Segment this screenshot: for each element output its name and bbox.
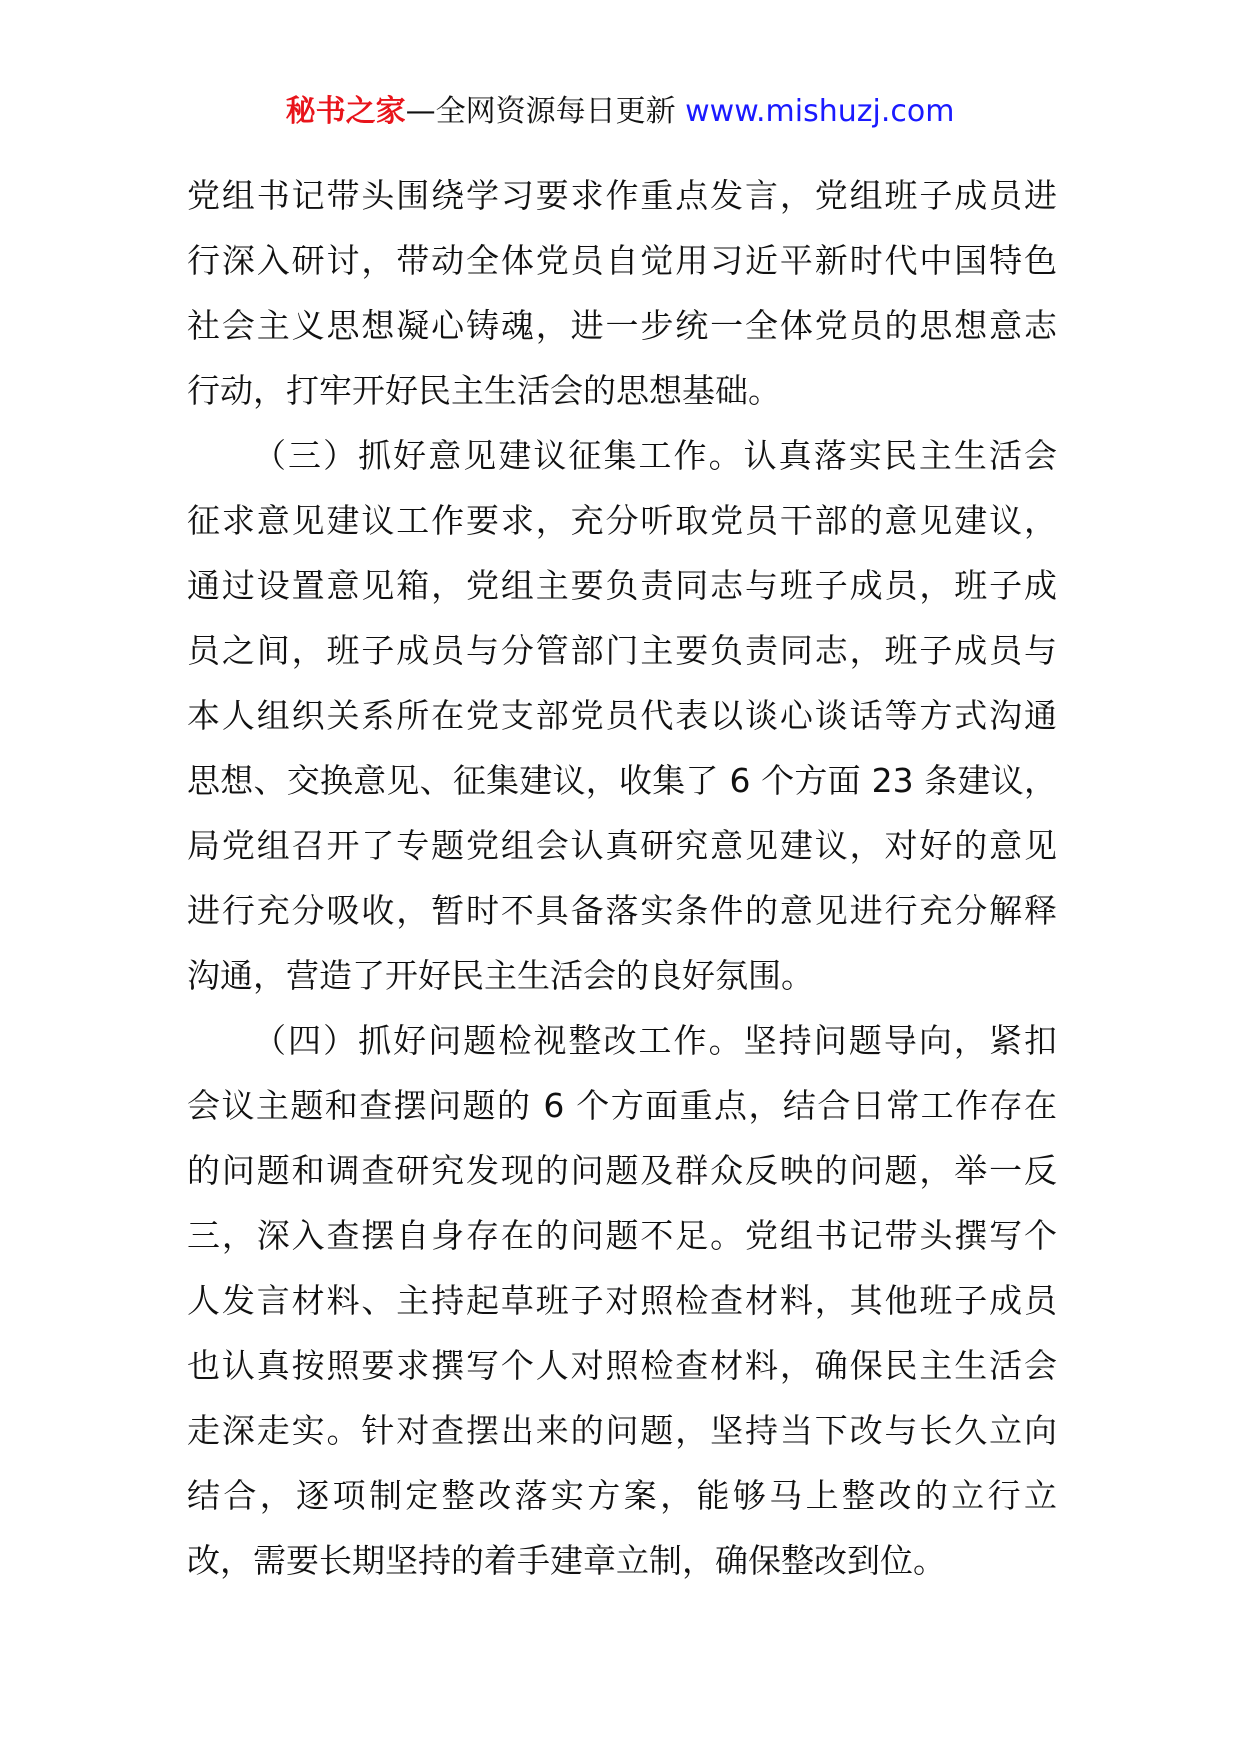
text-line: 本人组织关系所在党支部党员代表以谈心谈话等方式沟通 bbox=[187, 696, 1057, 735]
text-line: 进行充分吸收，暂时不具备落实条件的意见进行充分解释 bbox=[187, 891, 1057, 930]
text-line: 思想、交换意见、征集建议，收集了 6 个方面 23 条建议， bbox=[187, 761, 1057, 800]
text-line: 会议主题和查摆问题的 6 个方面重点，结合日常工作存在 bbox=[187, 1086, 1057, 1125]
text-line: 党组书记带头围绕学习要求作重点发言，党组班子成员进 bbox=[187, 176, 1057, 215]
text-line: 也认真按照要求撰写个人对照检查材料，确保民主生活会 bbox=[187, 1346, 1057, 1385]
text-line: （四）抓好问题检视整改工作。坚持问题导向，紧扣 bbox=[253, 1021, 1057, 1060]
text-line: 走深走实。针对查摆出来的问题，坚持当下改与长久立向 bbox=[187, 1411, 1057, 1450]
paragraph bbox=[187, 163, 1057, 423]
text-line: 局党组召开了专题党组会认真研究意见建议，对好的意见 bbox=[187, 826, 1057, 865]
text-line: 结合，逐项制定整改落实方案，能够马上整改的立行立 bbox=[187, 1476, 1057, 1515]
site-url-link[interactable]: www.mishuzj.com bbox=[685, 94, 955, 129]
paragraph bbox=[187, 423, 1057, 1008]
document-body bbox=[187, 163, 1057, 1593]
paragraph bbox=[187, 1008, 1057, 1593]
site-brand: 秘书之家 bbox=[285, 94, 406, 129]
text-line: 征求意见建议工作要求，充分听取党员干部的意见建议， bbox=[187, 501, 1057, 540]
text-line: 的问题和调查研究发现的问题及群众反映的问题，举一反 bbox=[187, 1151, 1057, 1190]
text-line: （三）抓好意见建议征集工作。认真落实民主生活会 bbox=[253, 436, 1057, 475]
text-line: 三，深入查摆自身存在的问题不足。党组书记带头撰写个 bbox=[187, 1216, 1057, 1255]
text-line: 改，需要长期坚持的着手建章立制，确保整改到位。 bbox=[187, 1541, 946, 1580]
site-tagline: —全网资源每日更新 bbox=[405, 94, 686, 129]
text-line: 行动，打牢开好民主生活会的思想基础。 bbox=[187, 371, 781, 410]
text-line: 沟通，营造了开好民主生活会的良好氛围。 bbox=[187, 956, 814, 995]
text-line: 人发言材料、主持起草班子对照检查材料，其他班子成员 bbox=[187, 1281, 1057, 1320]
text-line: 员之间，班子成员与分管部门主要负责同志，班子成员与 bbox=[187, 631, 1057, 670]
text-line: 行深入研讨，带动全体党员自觉用习近平新时代中国特色 bbox=[187, 241, 1057, 280]
text-line: 通过设置意见箱，党组主要负责同志与班子成员，班子成 bbox=[187, 566, 1057, 605]
text-line: 社会主义思想凝心铸魂，进一步统一全体党员的思想意志 bbox=[187, 306, 1057, 345]
page-header bbox=[0, 92, 1240, 132]
